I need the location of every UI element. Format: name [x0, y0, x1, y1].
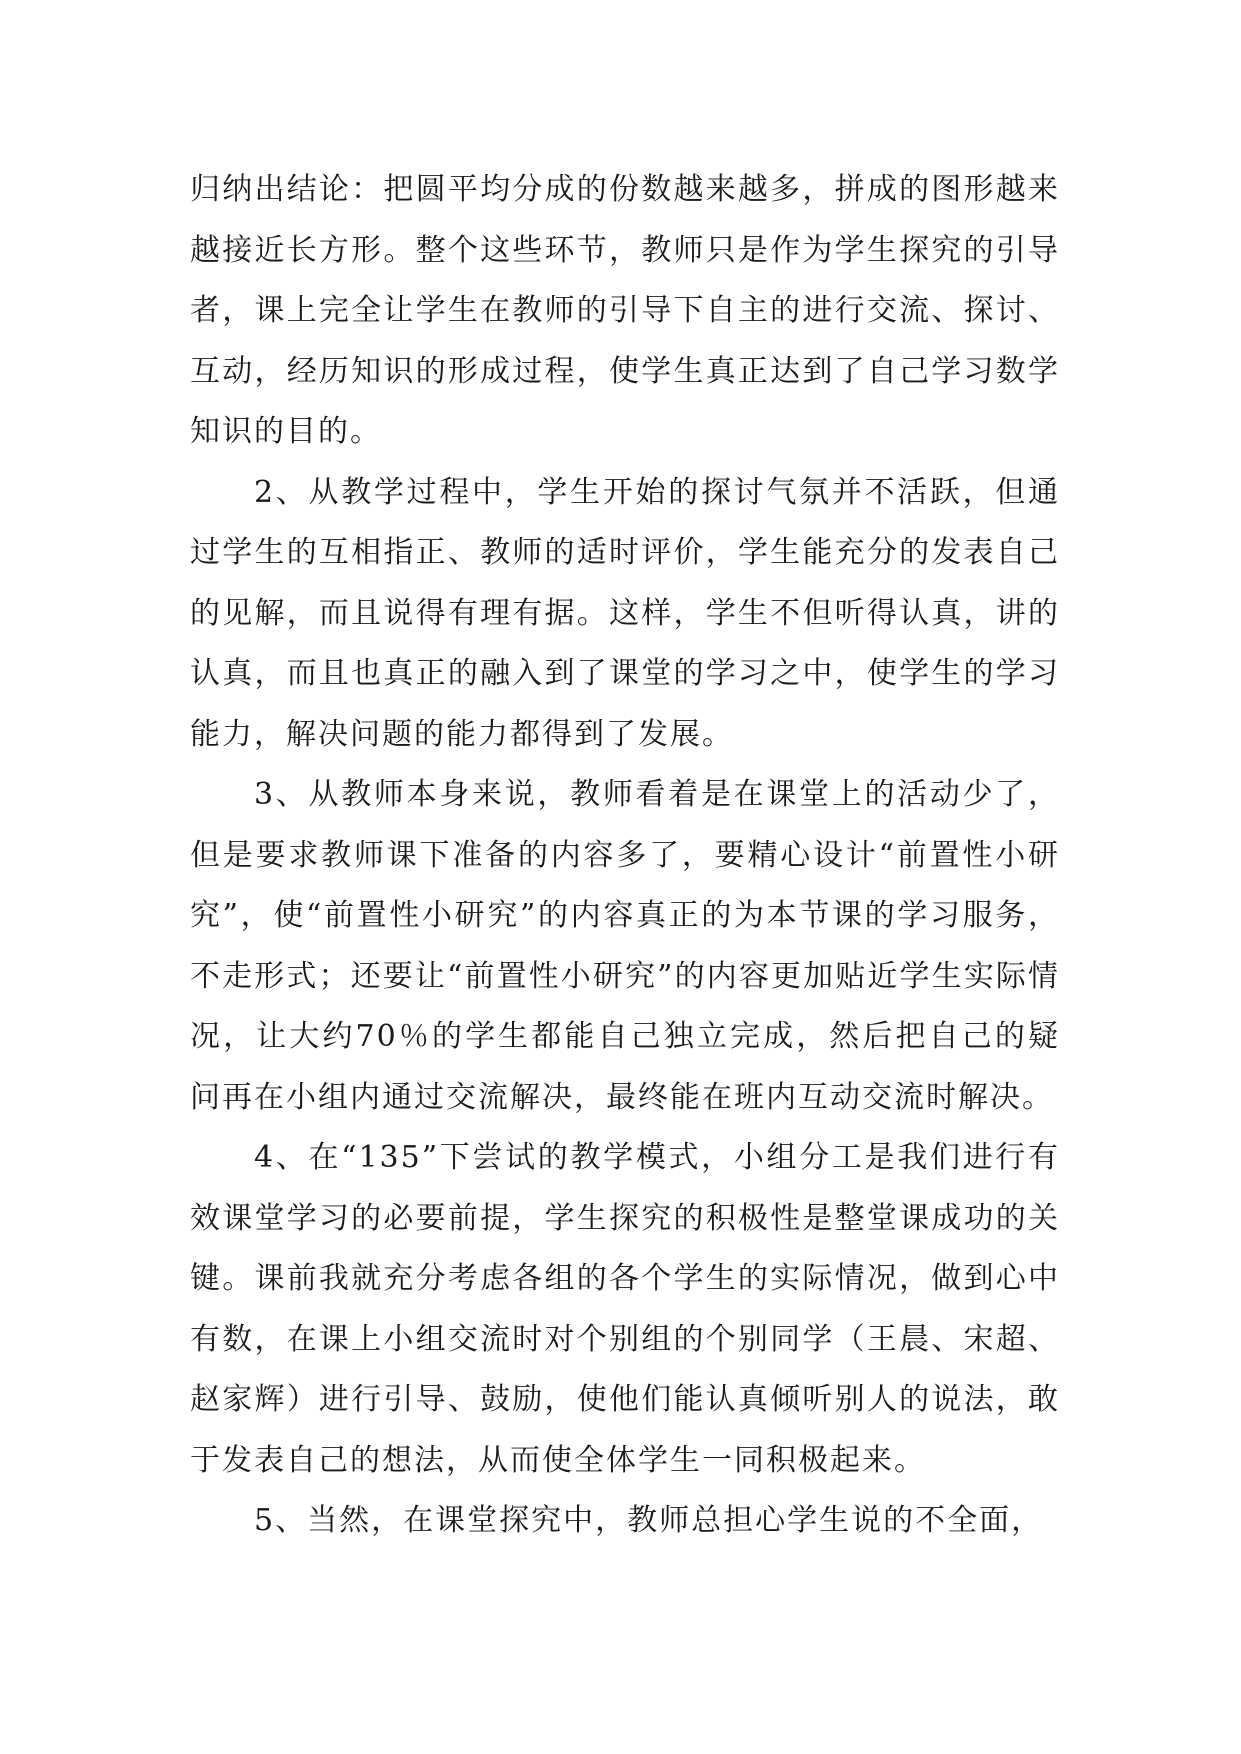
document-body — [190, 160, 1060, 1552]
paragraph-point-2: 2、从教学过程中，学生开始的探讨气氛并不活跃，但通过学生的互相指正、教师的适时评价，学生能充分的发表自己的见解，而且说得有理有据。这样，学生不但听得认真，讲的认真，而且也真正的融入到了课堂的学习之中，使学生的学习能力，解决问题的能力都得到了发展。 — [190, 474, 1060, 752]
paragraph-point-4: 4、在“135”下尝试的教学模式，小组分工是我们进行有效课堂学习的必要前提，学生探究的积极性是整堂课成功的关键。课前我就充分考虑各组的各个学生的实际情况，做到心中有数，在课上小组交流时对个别组的个别同学（王晨、宋超、赵家辉）进行引导、鼓励，使他们能认真倾听别人的说法，敢于发表自己的想法，从而使全体学生一同积极起来。 — [190, 1140, 1060, 1478]
paragraph-continuation: 归纳出结论：把圆平均分成的份数越来越多，拼成的图形越来越接近长方形。整个这些环节，教师只是作为学生探究的引导者，课上完全让学生在教师的引导下自主的进行交流、探讨、互动，经历知识的形成过程，使学生真正达到了自己学习数学知识的目的。 — [190, 172, 1060, 449]
paragraph-point-3: 3、从教师本身来说，教师看着是在课堂上的活动少了，但是要求教师课下准备的内容多了，要精心设计“前置性小研究”，使“前置性小研究”的内容真正的为本节课的学习服务，不走形式；还要让“前置性小研究”的内容更加贴近学生实际情况，让大约70％的学生都能自己独立完成，然后把自己的疑问再在小组内通过交流解决，最终能在班内互动交流时解决。 — [190, 777, 1060, 1115]
paragraph-point-5: 5、当然，在课堂探究中，教师总担心学生说的不全面， — [254, 1503, 1044, 1538]
